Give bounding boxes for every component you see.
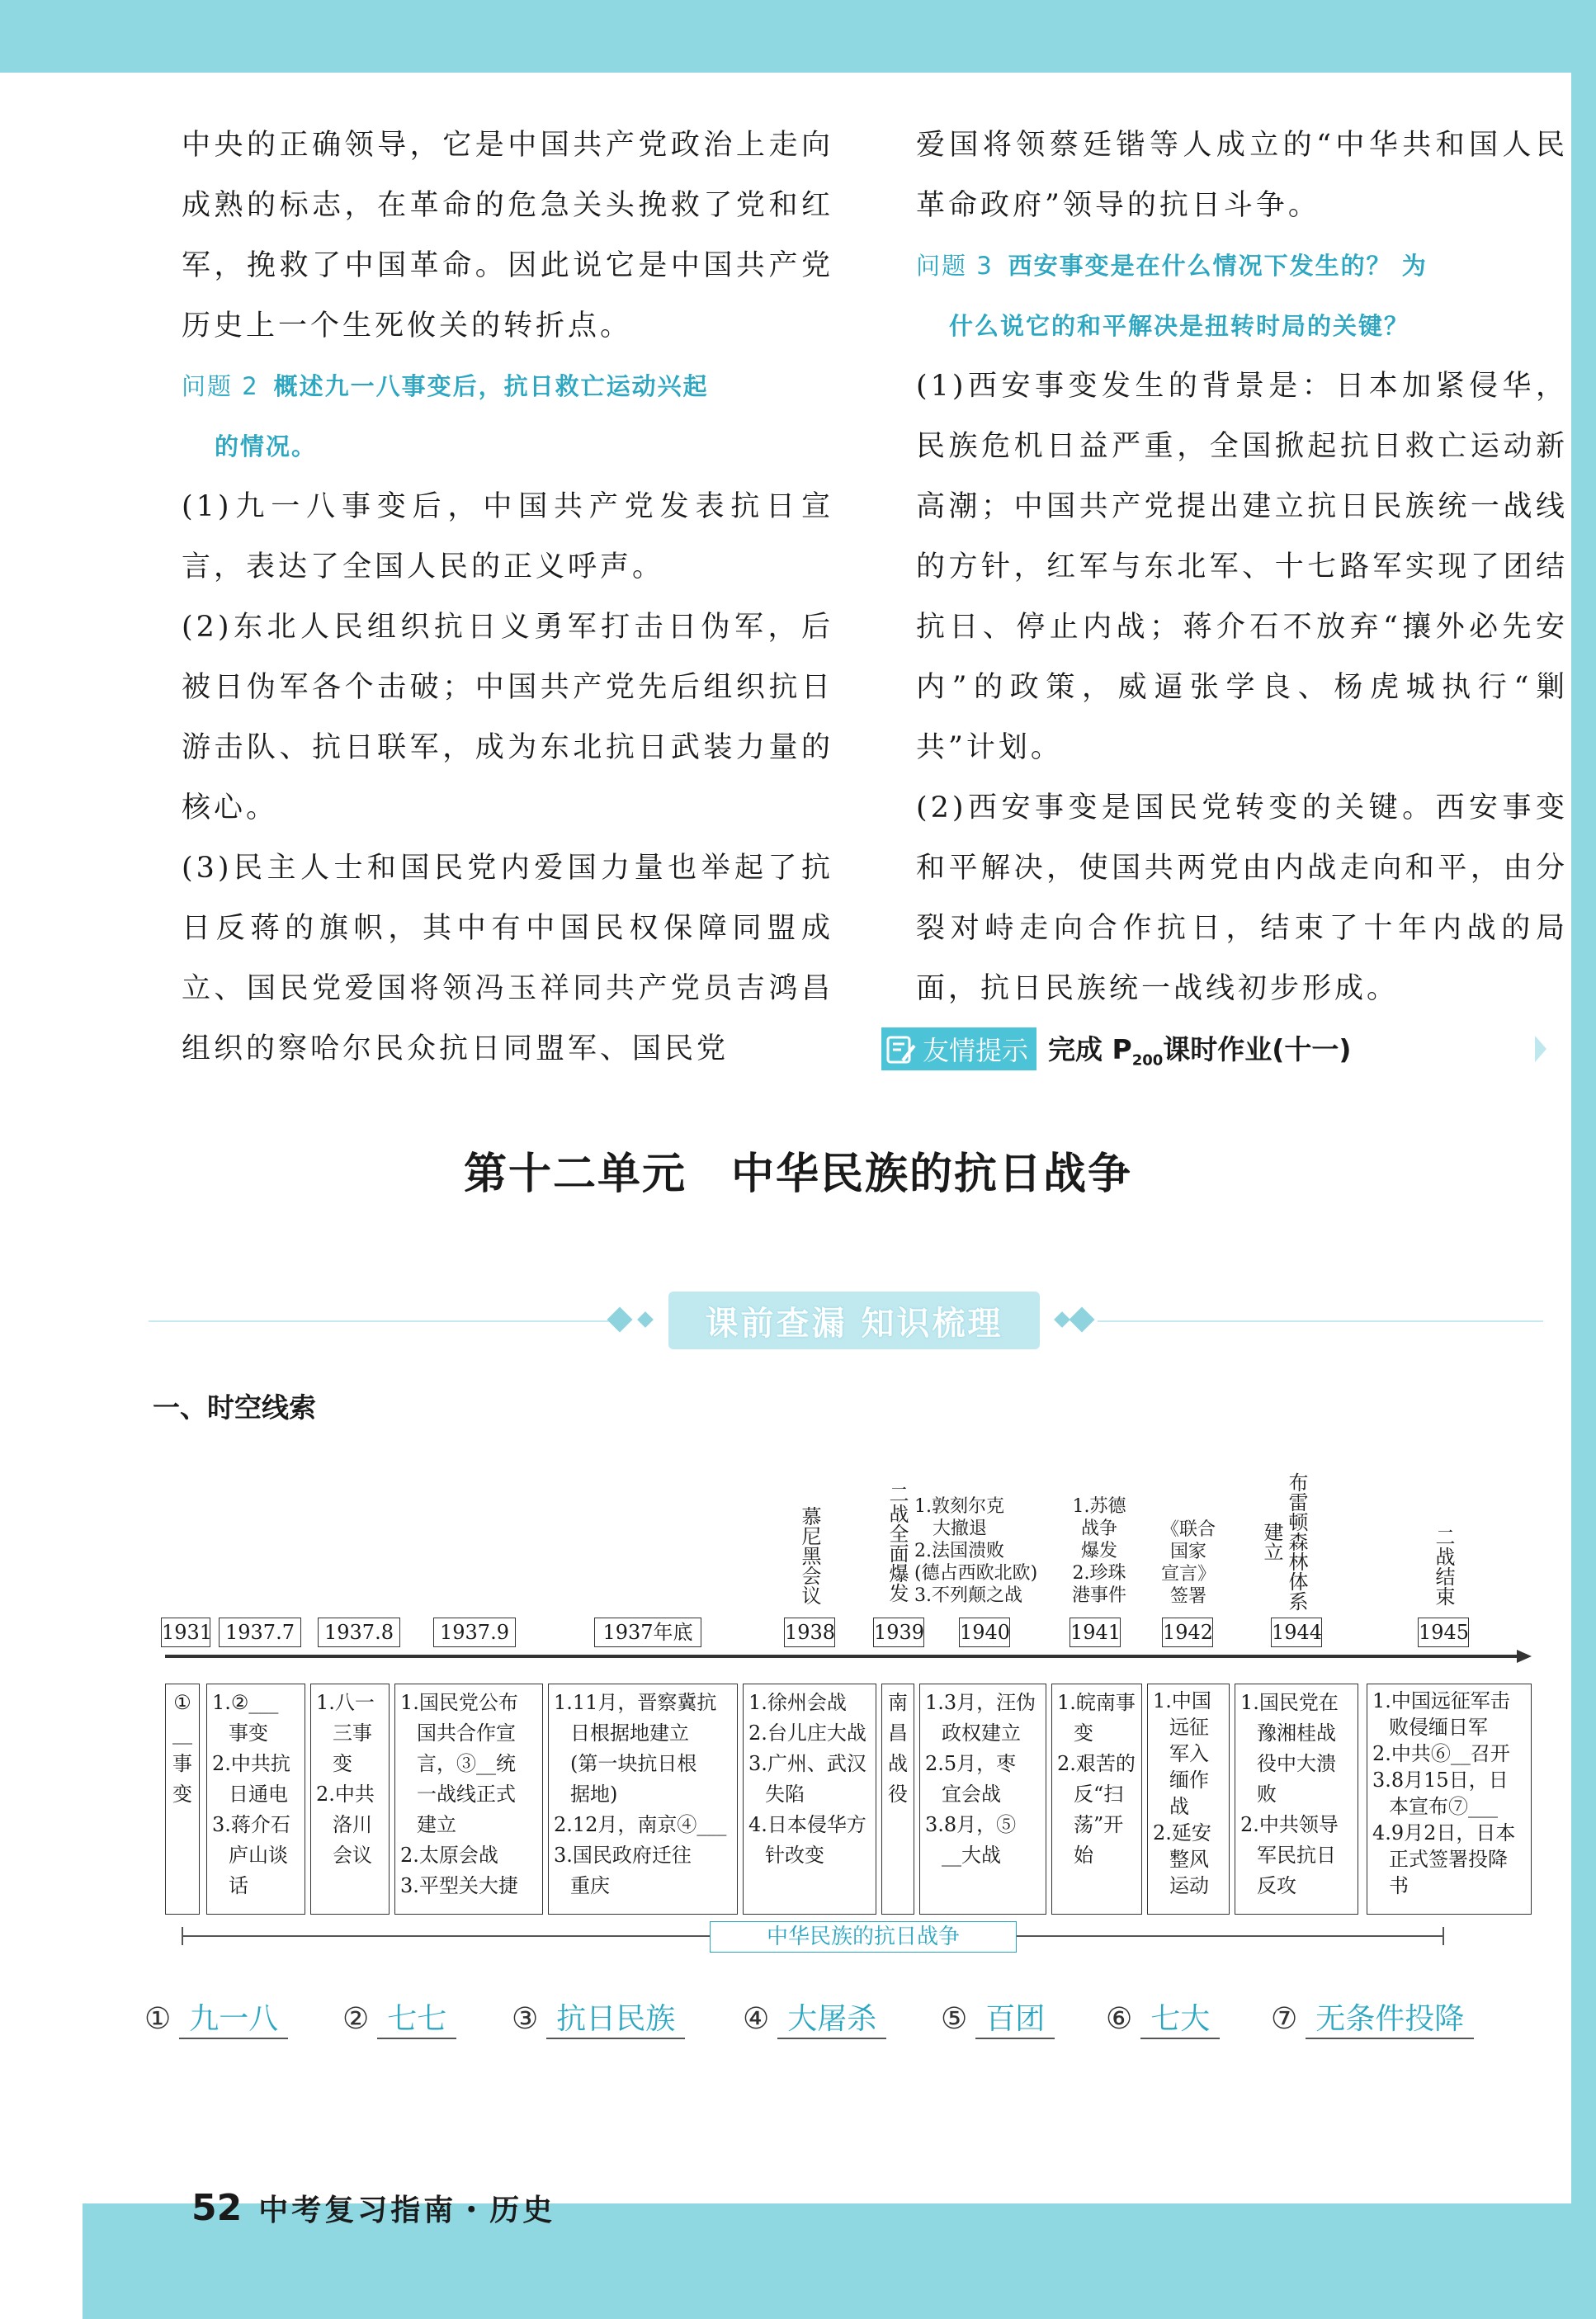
box-line: 洛川 xyxy=(333,1813,372,1836)
arrow-right-icon xyxy=(1517,1650,1532,1663)
answer-number: ④ xyxy=(743,2002,770,2036)
answer-value: 七大 xyxy=(1140,1995,1220,2039)
event-1942-line: 国家 xyxy=(1169,1542,1206,1562)
box-line: 正式签署投降 xyxy=(1389,1848,1508,1871)
box-line: 一战线正式 xyxy=(417,1783,516,1806)
box-1941 xyxy=(1051,1684,1142,1915)
box-1937-8 xyxy=(310,1684,390,1915)
question-2-text-line2: 的情况。 xyxy=(215,432,318,460)
war-span-start xyxy=(182,1927,183,1945)
answer-value: 无条件投降 xyxy=(1306,1995,1474,2039)
box-line: 1.11月，晋察冀抗 xyxy=(554,1691,717,1714)
answer-number: ⑦ xyxy=(1271,2002,1298,2036)
box-line: 据地) xyxy=(570,1783,618,1806)
box-line: 军入 xyxy=(1169,1742,1209,1765)
event-1940-line: 1.敦刻尔克 xyxy=(914,1496,1004,1517)
box-1939 xyxy=(881,1684,914,1915)
box-line: 2.台儿庄大战 xyxy=(748,1722,866,1745)
answer-item xyxy=(1271,1995,1474,2039)
box-line: 宜会战 xyxy=(942,1783,1001,1806)
box-1931 xyxy=(165,1684,200,1915)
box-line: 失陷 xyxy=(765,1783,805,1806)
box-line: 豫湘桂战 xyxy=(1257,1722,1336,1745)
box-1938 xyxy=(743,1684,876,1915)
box-line: 针改变 xyxy=(765,1844,824,1867)
event-1942-line: 宣言》 xyxy=(1160,1564,1216,1585)
box-line: 政权建立 xyxy=(942,1722,1021,1745)
box-line: 运动 xyxy=(1169,1874,1209,1897)
year-label: 1938 xyxy=(784,1618,835,1647)
box-line: 缅作 xyxy=(1169,1769,1209,1792)
box-line: 反“扫 xyxy=(1074,1783,1124,1806)
box-line: 3.广州、武汉 xyxy=(748,1752,866,1775)
answer-number: ⑤ xyxy=(941,2002,968,2036)
year-label: 1945 xyxy=(1418,1618,1469,1647)
box-1945 xyxy=(1367,1684,1532,1915)
box-line: ① xyxy=(173,1691,191,1714)
year-label: 1939 xyxy=(873,1618,924,1647)
box-line: 事 xyxy=(172,1752,192,1775)
event-1940-line: (德占西欧北欧) xyxy=(914,1563,1038,1584)
q2-answer-3: (3)民主人士和国民党内爱国力量也举起了抗日反蒋的旗帜，其中有中国民权保障同盟成立、国民党爱国将领冯玉祥同共产党员吉鸿昌组织的察哈尔民众抗日同盟军、国民党 xyxy=(182,852,833,1065)
answer-number: ① xyxy=(144,2002,172,2036)
box-line: 庐山谈 xyxy=(229,1844,288,1867)
year-label: 1944 xyxy=(1271,1618,1322,1647)
box-line: __ xyxy=(172,1722,192,1745)
answer-item xyxy=(941,1995,1055,2039)
box-line: 役中大溃 xyxy=(1257,1752,1336,1775)
box-line: 1.徐州会战 xyxy=(748,1691,847,1714)
event-1942-line: 《联合 xyxy=(1160,1519,1216,1540)
event-1941-line: 港事件 xyxy=(1071,1585,1126,1606)
box-line: 3.蒋介石 xyxy=(212,1813,290,1836)
box-line: 军民抗日 xyxy=(1257,1844,1336,1867)
event-1942-line: 签署 xyxy=(1169,1586,1206,1607)
box-line: 南 xyxy=(888,1691,908,1714)
box-line: __大战 xyxy=(942,1844,1001,1867)
event-ww2-outbreak: 二战全面爆发 xyxy=(885,1484,909,1603)
box-line: 2.太原会战 xyxy=(400,1844,498,1867)
event-1941-line: 爆发 xyxy=(1080,1541,1117,1561)
question-3-text-line1: 西安事变是在什么情况下发生的？ 为 xyxy=(1008,252,1428,280)
unit-title: 第十二单元 中华民族的抗日战争 xyxy=(463,1150,1132,1199)
box-line: 变 xyxy=(172,1783,192,1806)
tip-badge-label: 友情提示 xyxy=(923,1035,1029,1066)
answer-number: ⑥ xyxy=(1106,2002,1133,2036)
event-1941-world xyxy=(1058,1495,1140,1607)
box-line: 变 xyxy=(1074,1722,1093,1745)
section-heading: 一、时空线索 xyxy=(153,1391,316,1424)
box-line: 败 xyxy=(1257,1783,1277,1806)
box-line: 远征 xyxy=(1169,1716,1209,1739)
box-line: 1.中国远征军击 xyxy=(1372,1689,1510,1712)
box-1940 xyxy=(919,1684,1046,1915)
box-line: 书 xyxy=(1389,1874,1409,1897)
box-1944 xyxy=(1235,1684,1358,1915)
answer-item xyxy=(1106,1995,1220,2039)
event-1940-line: 大撤退 xyxy=(933,1518,988,1539)
box-line: 战 xyxy=(1169,1795,1189,1818)
year-label: 1931 xyxy=(161,1618,210,1647)
box-1937-end xyxy=(548,1684,738,1915)
box-line: 建立 xyxy=(417,1813,456,1836)
answer-item xyxy=(144,1995,288,2039)
box-line: 1.国民党在 xyxy=(1240,1691,1339,1714)
tip-text-suffix: 课时作业(十一) xyxy=(1163,1033,1352,1066)
timeline-axis xyxy=(165,1655,1518,1658)
question-3-text-line2: 什么说它的和平解决是扭转时局的关键？ xyxy=(949,312,1410,340)
q3-answer-2: (2)西安事变是国民党转变的关键。西安事变和平解决，使国共两党由内战走向和平，由分裂对峙走向合作抗日，结束了十年内战的局面，抗日民族统一战线初步形成。 xyxy=(916,791,1568,1005)
box-line: 日通电 xyxy=(229,1783,288,1806)
box-line: 2.中共 xyxy=(316,1783,375,1806)
box-line: 役 xyxy=(888,1783,908,1806)
box-line: 荡”开 xyxy=(1074,1813,1124,1836)
event-1940-line: 3.不列颠之战 xyxy=(914,1585,1022,1606)
box-line: 4.日本侵华方 xyxy=(748,1813,866,1836)
box-line: 昌 xyxy=(888,1722,908,1745)
box-line: 重庆 xyxy=(570,1874,610,1897)
answer-item xyxy=(512,1995,685,2039)
box-line: 3.8月15日，日 xyxy=(1372,1769,1509,1792)
q2-answer-1: (1)九一八事变后，中国共产党发表抗日宣言，表达了全国人民的正义呼声。 xyxy=(182,490,833,583)
box-line: 2.延安 xyxy=(1153,1821,1211,1844)
box-1937-9 xyxy=(394,1684,543,1915)
box-line: 话 xyxy=(229,1874,248,1897)
event-1941-line: 2.珍珠 xyxy=(1072,1563,1126,1584)
section-banner-label: 课前查漏 知识梳理 xyxy=(705,1304,1003,1343)
answer-item xyxy=(342,1995,456,2039)
box-1942 xyxy=(1147,1684,1230,1915)
page-number: 52 xyxy=(191,2187,243,2229)
answer-item xyxy=(743,1995,886,2039)
year-label: 1942 xyxy=(1162,1618,1213,1647)
answer-value: 七七 xyxy=(377,1995,456,2039)
box-line: 2.中共抗 xyxy=(212,1752,290,1775)
box-line: 1.皖南事 xyxy=(1057,1691,1136,1714)
event-1941-line: 战争 xyxy=(1080,1518,1117,1539)
year-label: 1941 xyxy=(1070,1618,1121,1647)
box-line: 1.八一 xyxy=(316,1691,375,1714)
box-line: 反攻 xyxy=(1257,1874,1296,1897)
war-span-label: 中华民族的抗日战争 xyxy=(710,1921,1017,1953)
question-2-text-line1: 概述九一八事变后，抗日救亡运动兴起 xyxy=(273,372,709,400)
tip-text-page: 200 xyxy=(1131,1051,1164,1070)
box-line: 1.国民党公布 xyxy=(400,1691,518,1714)
answer-number: ③ xyxy=(512,2002,539,2036)
box-line: 整风 xyxy=(1169,1848,1209,1871)
right-intro-paragraph: 爱国将领蔡廷锴等人成立的“中华共和国人民革命政府”领导的抗日斗争。 xyxy=(916,129,1568,222)
event-ww2-end: 二战结束 xyxy=(1432,1527,1455,1606)
answer-value: 抗日民族 xyxy=(546,1995,685,2039)
box-line: 言，③__统 xyxy=(417,1752,516,1775)
box-line: 2.中共领导 xyxy=(1240,1813,1339,1836)
box-line: 2.5月，枣 xyxy=(925,1752,1017,1775)
q3-answer-1: (1)西安事变发生的背景是：日本加紧侵华，民族危机日益严重，全国掀起抗日救亡运动新高潮；中国共产党提出建立抗日民族统一战线的方针，红军与东北军、十七路军实现了团结抗日、停止内战；蒋介石不放弃“攘外必先安内”的政策，威逼张学良、杨虎城执行“剿共”计划。 xyxy=(916,370,1568,764)
box-line: 1.3月，汪伪 xyxy=(925,1691,1036,1714)
box-line: 2.12月，南京④___ xyxy=(554,1813,727,1836)
page-footer xyxy=(191,2187,555,2229)
box-line: 败侵缅日军 xyxy=(1389,1716,1488,1739)
box-line: 2.艰苦的 xyxy=(1057,1752,1136,1775)
box-line: 2.中共⑥__召开 xyxy=(1372,1742,1510,1765)
answer-value: 百团 xyxy=(975,1995,1055,2039)
book-title: 中考复习指南・历史 xyxy=(258,2194,556,2227)
left-intro-paragraph: 中央的正确领导，它是中国共产党政治上走向成熟的标志，在革命的危急关头挽救了党和红军，挽救了中国革命。因此说它是中国共产党历史上一个生死攸关的转折点。 xyxy=(182,129,833,342)
year-label: 1937.9 xyxy=(433,1618,516,1647)
answer-value: 九一八 xyxy=(179,1995,288,2039)
question-2-label: 问题 2 xyxy=(182,372,259,400)
year-label: 1937.8 xyxy=(318,1618,400,1647)
box-line: 战 xyxy=(888,1752,908,1775)
box-line: (第一块抗日根 xyxy=(570,1752,697,1775)
box-line: 3.8月，⑤ xyxy=(925,1813,1017,1836)
box-line: 4.9月2日，日本 xyxy=(1372,1821,1516,1844)
box-line: 会议 xyxy=(333,1844,372,1867)
event-bretton-woods: 布雷顿森林体系建立 xyxy=(1260,1471,1308,1611)
box-line: 始 xyxy=(1074,1844,1093,1867)
war-span-end xyxy=(1443,1927,1444,1945)
question-3-label: 问题 3 xyxy=(916,252,994,280)
box-1937-7 xyxy=(206,1684,305,1915)
box-line: 1.中国 xyxy=(1153,1689,1211,1712)
box-line: 1.②___ xyxy=(212,1691,279,1714)
box-line: 三事 xyxy=(333,1722,372,1745)
box-line: 3.平型关大捷 xyxy=(400,1874,518,1897)
box-line: 3.国民政府迁往 xyxy=(554,1844,692,1867)
event-munich-conference: 慕尼黑会议 xyxy=(798,1506,821,1605)
box-line: 日根据地建立 xyxy=(570,1722,689,1745)
box-line: 本宣布⑦___ xyxy=(1389,1795,1498,1818)
box-line: 变 xyxy=(333,1752,352,1775)
event-1942-world xyxy=(1151,1518,1225,1608)
year-label: 1940 xyxy=(959,1618,1010,1647)
answer-number: ② xyxy=(342,2002,370,2036)
event-1940-line: 2.法国溃败 xyxy=(914,1541,1004,1561)
event-1940-world xyxy=(914,1495,1079,1607)
q2-answer-2: (2)东北人民组织抗日义勇军打击日伪军，后被日伪军各个击破；中国共产党先后组织抗日游击队、抗日联军，成为东北抗日武装力量的核心。 xyxy=(182,611,833,824)
year-label: 1937年底 xyxy=(594,1618,701,1647)
tip-text-prefix: 完成 P xyxy=(1048,1033,1132,1066)
box-line: 国共合作宣 xyxy=(417,1722,516,1745)
year-label: 1937.7 xyxy=(219,1618,301,1647)
event-1941-line: 1.苏德 xyxy=(1072,1496,1126,1517)
answer-value: 大屠杀 xyxy=(777,1995,886,2039)
box-line: 事变 xyxy=(229,1722,268,1745)
